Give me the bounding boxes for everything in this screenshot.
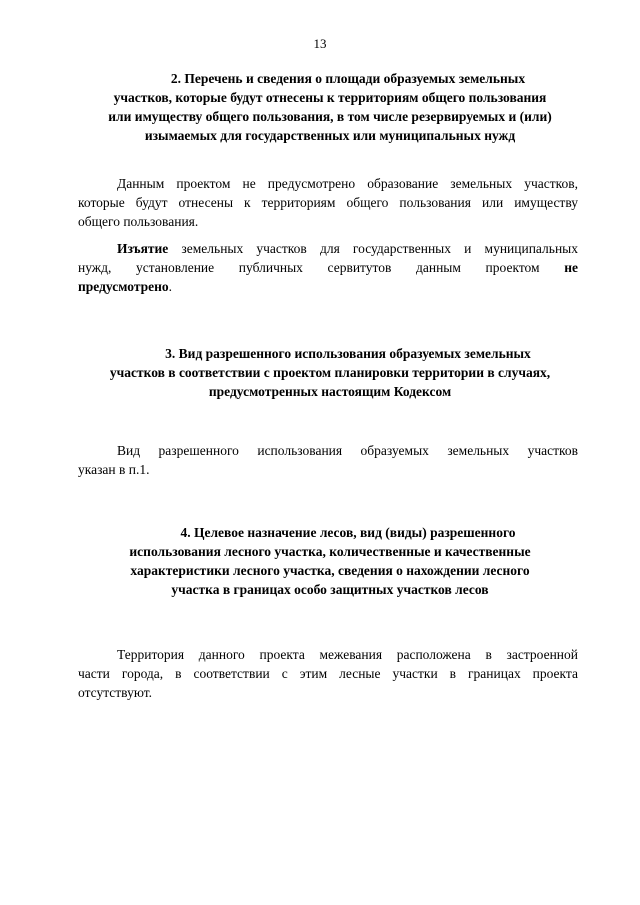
heading-line: 3. Вид разрешенного использования образуемых земельных (165, 346, 531, 361)
section-2-heading (70, 69, 590, 145)
bold-term: Изъятие (117, 241, 169, 256)
heading-line: участка в границах особо защитных участков лесов (171, 582, 489, 597)
heading-line: характеристики лесного участка, сведения о нахождении лесного (130, 563, 530, 578)
paragraph-line: указан в п.1. (78, 462, 150, 477)
section-3-heading (70, 344, 590, 401)
paragraph-line: общего пользования. (78, 214, 199, 229)
heading-line: участков в соответствии с проектом планировки территории в случаях, (109, 365, 551, 380)
paragraph-line: отсутствуют. (78, 685, 152, 700)
section-3-paragraph (78, 441, 578, 479)
bold-term: предусмотрено (78, 279, 169, 294)
paragraph-line (78, 277, 578, 296)
paragraph-line: части города, в соответствии с этим лесные участки в границах проекта (78, 666, 578, 681)
paragraph-line (78, 258, 578, 277)
heading-line: изымаемых для государственных или муниципальных нужд (144, 128, 516, 143)
bold-term: не (564, 260, 578, 275)
paragraph-line (78, 239, 578, 258)
paragraph-line: Вид разрешенного использования образуемых земельных участков (117, 443, 578, 458)
paragraph-text: . (168, 279, 173, 294)
paragraph-line: которые будут отнесены к территориям общего пользования или имуществу (78, 195, 578, 210)
heading-line: участков, которые будут отнесены к территориям общего пользования (113, 90, 547, 105)
page-number: 13 (313, 36, 327, 51)
paragraph-line: Территория данного проекта межевания расположена в застроенной (117, 647, 578, 662)
heading-line: 2. Перечень и сведения о площади образуемых земельных (170, 71, 526, 86)
heading-line: использования лесного участка, количественные и качественные (129, 544, 531, 559)
section-2-paragraph-2 (78, 239, 578, 296)
paragraph-line: Данным проектом не предусмотрено образование земельных участков, (117, 176, 578, 191)
heading-line: или имуществу общего пользования, в том числе резервируемых и (или) (108, 109, 552, 124)
section-4-heading (70, 523, 590, 599)
heading-line: предусмотренных настоящим Кодексом (208, 384, 452, 399)
section-2-paragraph-1 (78, 174, 578, 231)
paragraph-text: земельных участков для государственных и муниципальных (168, 241, 578, 256)
heading-line: 4. Целевое назначение лесов, вид (виды) разрешенного (180, 525, 516, 540)
paragraph-text: нужд, установление публичных сервитутов данным проектом (78, 260, 565, 275)
section-4-paragraph (78, 645, 578, 702)
